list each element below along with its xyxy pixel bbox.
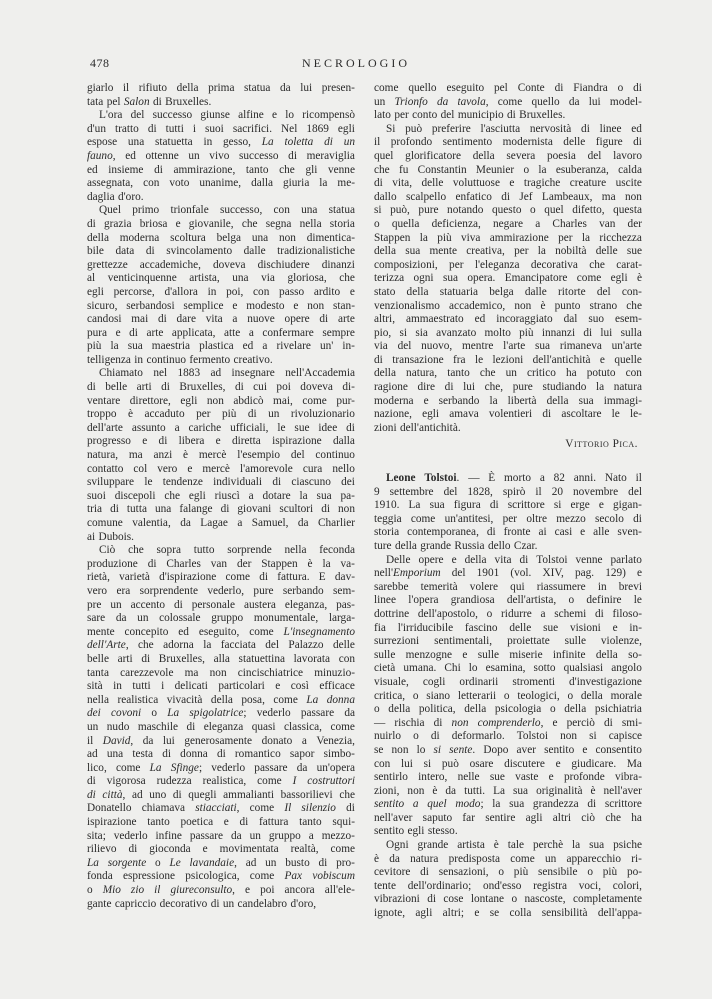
text-line: tata pel Salon di Bruxelles.	[87, 95, 212, 108]
text-line: con lui si può osare discutere e giudicare. Ma	[374, 757, 642, 770]
text-line: ture della grande Russia dello Czar.	[374, 540, 538, 552]
text-line: Delle opere e della vita di Tolstoi venne parlato	[386, 553, 642, 566]
text-line: Quel primo trionfale successo, con una statua	[99, 204, 355, 217]
text-line: più la sua maestria plastica ed a rivelare un' in-	[87, 340, 355, 353]
text-line: che fu Constantin Meunier o la esuberanza, calda	[374, 163, 642, 176]
text-line: cevitore di sensazioni, o più sensibile o più po-	[374, 866, 642, 879]
text-line: storia contemporanea, di fronte ai casi e alle sven-	[374, 526, 642, 539]
text-line: Si può preferire l'asciutta nervosità di linee ed	[386, 122, 642, 135]
text-line: grettezze accademiche, doveva dischiudere dinanzi	[87, 258, 355, 271]
text-line: nuirlo o di deformarlo. Tolstoi non si capisce	[374, 730, 642, 743]
text-line: al venticinquenne artista, una via gloriosa, che	[87, 272, 355, 285]
text-line: quel glorificatore della severa poesia del lavoro	[374, 149, 642, 162]
text-line: ed insieme di ammirazione, tanto che gli venne	[87, 163, 355, 176]
text-line: altri, ammaestrato ed incoraggiato dal suo esem-	[374, 313, 642, 326]
text-line: 9 settembre del 1828, spirò il 20 novembre del	[374, 485, 642, 498]
text-line: vero era sorprendente vederlo, pure serbando sem-	[87, 584, 355, 597]
text-line: di belle arti di Bruxelles, di cui poi doveva di-	[87, 381, 355, 394]
text-line: ispirazione tanto poetica e di fattura tanto squi-	[87, 816, 355, 829]
text-line: candosi mai di dare vita a nuove opere di arte	[87, 313, 355, 326]
text-line: rilievo di gioconda e movimentata realtà, come	[87, 843, 355, 856]
text-line: d'un tratto di tutti i suoi sacrifici. Nel 1869 egli	[87, 122, 355, 135]
text-line: sviluppare le tendenze individuali di ciascuno dei	[87, 476, 355, 489]
left-column	[87, 82, 355, 911]
text-line: via del nuovo, mentre l'arte sua rimaneva un'arte	[374, 340, 642, 353]
text-line: nazione, egli amava volentieri di ascoltare le le-	[374, 408, 642, 421]
text-line: produzione di Charles van der Stappen è la va-	[87, 557, 355, 570]
text-line: vibrazioni di cose lontane o nascoste, completamente	[374, 893, 642, 906]
text-line: ai Dubois.	[87, 530, 134, 543]
text-line: contatto col vero e mercè l'amorevole cura nello	[87, 462, 355, 475]
text-line: natura, ma anzi è mercè l'esempio del continuo	[87, 449, 355, 462]
text-line: telligenza in continuo fermento creativo.	[87, 353, 273, 366]
text-line: — rischia di non comprenderlo, e perciò di smi-	[374, 716, 642, 729]
text-line: progresso e di libera e diretta ispirazione dalla	[87, 435, 355, 448]
text-line: sarebbe temerità volere qui riassumere in brevi	[374, 580, 642, 593]
section-gap	[374, 452, 642, 472]
text-line: Ciò che sopra tutto sorprende nella feconda	[99, 544, 355, 557]
text-line: ad una testa di donna di romantico sapor simbo-	[87, 748, 355, 761]
text-line: sentito a quel modo; la sua grandezza di scrittore	[374, 798, 642, 811]
text-line: il profondo sentimento modernista delle figure di	[374, 136, 642, 149]
text-line: moderna e serbando la libertà della sua immagi-	[374, 394, 642, 407]
text-line: pura e di arte applicata, atte a confermare sempre	[87, 326, 355, 339]
text-line: un Trionfo da tavola, come quello da lui model-	[374, 95, 642, 108]
text-line: L'ora del successo giunse alfine e lo ricompensò	[99, 109, 355, 122]
text-line: dottrine dell'apostolo, o ridurre a schemi di filoso-	[374, 607, 642, 620]
text-line: della moderna scoltura belga una non dimentica-	[87, 231, 355, 244]
text-line: Chiamato nel 1883 ad insegnare nell'Accademia	[99, 367, 355, 380]
text-line: critica, o siano letterarii o teologici, o della morale	[374, 689, 642, 702]
right-column	[374, 82, 642, 921]
text-line: tria di tutta una falange di giovani scultori di non	[87, 503, 355, 516]
text-line: giarlo il rifiuto della prima statua da lui presen-	[87, 82, 355, 94]
text-line: pio, si sia avanzato molto più innanzi di lui sulla	[374, 326, 642, 339]
text-line: fonda espressione psicologica, come Pax vobiscum	[87, 870, 355, 883]
text-line: fauno, ed ottenne un vivo successo di meraviglia	[87, 149, 355, 162]
text-line: fia l'irriducibile fascino delle sue visioni e in-	[374, 621, 642, 634]
text-line: Leone Tolstoi. — È morto a 82 anni. Nato il	[386, 472, 642, 485]
text-line: pre un accento di personale austera eleganza, pas-	[87, 598, 355, 611]
text-line: mente concepito ed eseguito, come L'insegnamento	[87, 625, 355, 638]
text-line: gante capriccio decorativo di un candelabro d'oro,	[87, 897, 317, 910]
text-line: belle arti di Bruxelles, alla statuettina lavorata con	[87, 652, 355, 665]
text-line: sentito egli stesso.	[374, 825, 458, 838]
text-line: sentirlo intero, nelle sue vaste e profonde vibra-	[374, 771, 642, 784]
text-line: dallo scalpello enfatico di Jef Lambeaux, ma non	[374, 190, 642, 203]
text-line: di vigorosa rudezza realistica, come I costruttori	[87, 775, 355, 788]
text-line: zioni, non è da tutti. La sua originalità è nell'aver	[374, 784, 642, 797]
text-line: della sua mente creativa, per la nobiltà delle sue	[374, 245, 642, 258]
text-line: tanta carezzevole ma non cincischiatrice minuzio-	[87, 666, 355, 679]
text-line: Ogni grande artista è tale perchè la sua psiche	[386, 839, 642, 852]
text-line: della natura, tanto che un critico ha potuto con	[374, 367, 642, 380]
text-line: rietà, varietà d'ispirazione come di fattura. E dav-	[87, 571, 355, 584]
text-line: bile data di svincolamento dalle tradizionalistiche	[87, 245, 355, 258]
text-line: troppo è accaduto per più di un rivoluzionario	[87, 408, 355, 421]
text-line: dell'Arte, che adorna la facciata del Palazzo delle	[87, 639, 355, 652]
text-line: dell'arte assunto a cariche ufficiali, le sue idee di	[87, 421, 355, 434]
text-line: sicuro, serbandosi semplice e modesto e non stan-	[87, 299, 355, 312]
text-line: sita; vederlo infine passare da un gruppo a mezzo-	[87, 829, 355, 842]
text-line: ventare direttore, egli non abdicò mai, come pur-	[87, 394, 355, 407]
text-line: assegnata, con voto unanime, dalla giuria la me-	[87, 177, 355, 190]
text-line: come quello eseguito pel Conte di Fiandra o di	[374, 82, 642, 94]
text-line: teggia come un'antitesi, per oltre mezzo secolo di	[374, 512, 642, 525]
text-line: lico, come La Sfinge; vederlo passare da un'opera	[87, 761, 355, 774]
text-line: La sorgente o Le lavandaie, ad un busto di pro-	[87, 856, 355, 869]
text-line: comune valentia, da Lagae a Samuel, da Charlier	[87, 517, 355, 529]
text-line: nella realistica vivacità della posa, come La donna	[87, 693, 355, 706]
text-line: il David, da lui generosamente donato a Venezia,	[87, 734, 355, 747]
text-line: di vita, delle voluttuose e tragiche creature uscite	[374, 177, 642, 190]
text-line: surrezioni sentimentali, proiettate sulle violenze,	[374, 635, 642, 648]
text-line: se non lo si sente. Dopo aver sentito e consentito	[374, 743, 642, 756]
text-line: suoi discepoli che egli riuscì a dotare la sua pa-	[87, 489, 355, 502]
text-line: Stappen la più viva ammirazione per la ricchezza	[374, 231, 642, 244]
text-line: ragione dire di lui che, pure studiando la natura	[374, 381, 642, 394]
text-line: o quella deficienza, negare a Charles van der	[374, 217, 642, 230]
text-line: di città, ad uno di quegli ammalianti bassorilievi che	[87, 788, 355, 801]
text-line: daglia d'oro.	[87, 190, 144, 203]
text-line: egli percorse, d'allora in poi, con passo ardito e	[87, 285, 355, 298]
text-line: Donatello chiamava stiacciati, come Il silenzio di	[87, 802, 355, 815]
text-line: ignote, agli altri; e se colla sensibilità dell'appa-	[374, 907, 642, 920]
text-line: stato della statuaria belga dalle ritorte del con-	[374, 285, 642, 298]
text-line: linee l'opera grandiosa dell'artista, o definire le	[374, 594, 642, 607]
text-line: terizza ogni sua opera. Emancipatore come egli è	[374, 272, 642, 285]
text-line: un nudo maschile di eleganza quasi classica, come	[87, 720, 355, 733]
page-number: 478	[90, 56, 110, 70]
text-line: espose una statuetta in gesso, La toletta di un	[87, 136, 355, 149]
text-line: sità in tutti i delicati particolari e così efficace	[87, 680, 355, 693]
text-line: visuale, cogli ordinarii stromenti d'investigazione	[374, 675, 642, 688]
page-header: NECROLOGIO	[302, 56, 410, 70]
text-line: sulle menzogne e sulle miserie infinite della so-	[374, 648, 642, 661]
text-line: nell'Emporium del 1901 (vol. XIV, pag. 129) e	[374, 567, 642, 580]
text-line: è da natura predisposta come un apparecchio ri-	[374, 852, 642, 865]
text-line: di transazione fra le lezioni dell'antichità e quelle	[374, 353, 642, 366]
text-line: venzionalismo accademico, non è punto strano che	[374, 299, 642, 312]
text-line: o della politica, della psicologia o della psichiatria	[374, 703, 642, 716]
text-line: di grazia briosa e giovanile, che segna nella storia	[87, 217, 355, 230]
text-line: lato per conto del municipio di Bruxelles.	[374, 109, 566, 122]
text-line: o Mio zio il giureconsulto, e poi ancora all'ele-	[87, 884, 355, 897]
text-line: 1910. La sua figura di scrittore si erge e gigan-	[374, 499, 642, 512]
text-line: tente dell'ordinario; ond'esso registra voci, colori,	[374, 879, 642, 892]
text-line: cietà umana. Chi lo esamina, sotto qualsiasi angolo	[374, 662, 642, 675]
text-line: composizioni, per l'eleganza decorativa che carat-	[374, 258, 642, 271]
author-signature: Vittorio Pica.	[565, 438, 638, 451]
text-line: zioni dell'antichità.	[374, 421, 461, 434]
text-line: sare da un colossale gruppo monumentale, larga-	[87, 612, 355, 625]
text-line: si può, pure notando questo o quel difetto, questa	[374, 204, 642, 217]
text-line: dei covoni o La spigolatrice; vederlo passare da	[87, 707, 355, 720]
text-line: nell'aver saputo far sentire agli altri ciò che ha	[374, 811, 642, 824]
